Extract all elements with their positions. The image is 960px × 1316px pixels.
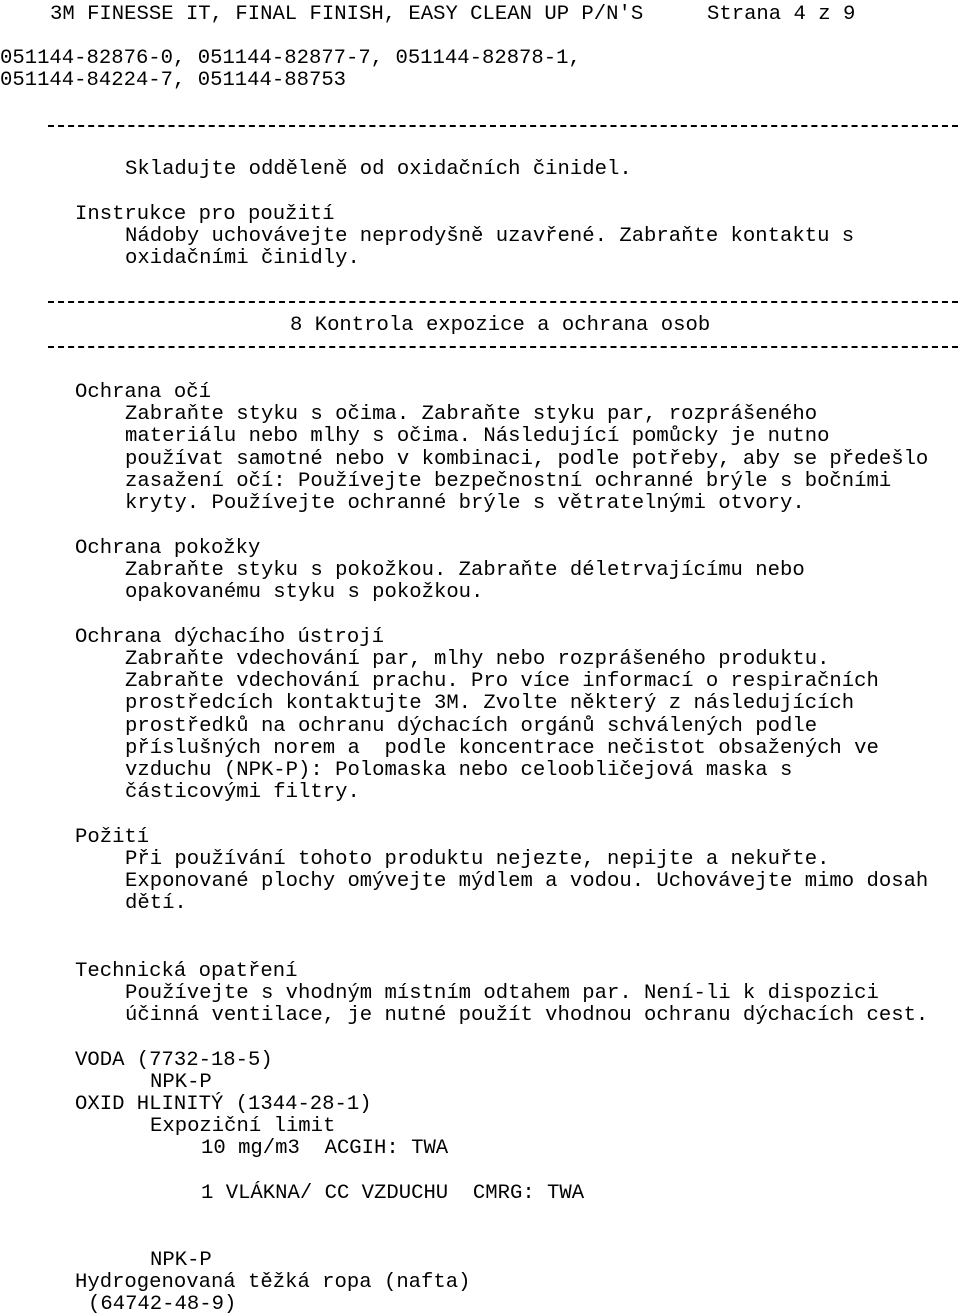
separator-line <box>48 301 958 303</box>
naphtha-limit-label: NPK-P <box>150 1249 212 1272</box>
part-numbers-line-2: 051144-84224-7, 051144-88753 <box>0 69 347 92</box>
eye-protection-heading: Ochrana očí <box>75 381 211 404</box>
eye-protection-text-line: používat samotné nebo v kombinaci, podle potřeby, aby se předešlo <box>125 448 929 471</box>
respiratory-protection-text-line: částicovými filtry. <box>125 781 360 804</box>
substance-water: VODA (7732-18-5) <box>75 1049 273 1072</box>
document-title: 3M FINESSE IT, FINAL FINISH, EASY CLEAN UP P/N'S <box>50 3 644 26</box>
respiratory-protection-text-line: příslušných norem a podle koncentrace nečistot obsažených ve <box>125 737 879 760</box>
respiratory-protection-text-line: vzduchu (NPK-P): Polomaska nebo celoobličejová maska s <box>125 759 793 782</box>
usage-text-line: Nádoby uchovávejte neprodyšně uzavřené. Zabraňte kontaktu s <box>125 225 855 248</box>
usage-heading: Instrukce pro použití <box>75 203 335 226</box>
respiratory-protection-text-line: prostředcích kontaktujte 3M. Zvolte některý z následujících <box>125 692 855 715</box>
eye-protection-text-line: Zabraňte styku s očima. Zabraňte styku par, rozprášeného <box>125 403 818 426</box>
usage-text-line: oxidačními činidly. <box>125 247 360 270</box>
eye-protection-text-line: zasažení očí: Používejte bezpečnostní ochranné brýle s bočními <box>125 470 892 493</box>
separator-line <box>48 346 958 348</box>
technical-measures-text-line: účinná ventilace, je nutné použít vhodnou ochranu dýchacích cest. <box>125 1004 929 1027</box>
storage-text: Skladujte odděleně od oxidačních činidel. <box>125 158 632 181</box>
alumina-limit-value: 1 VLÁKNA/ CC VZDUCHU CMRG: TWA <box>201 1182 585 1205</box>
naphtha-cas-number: (64742-48-9) <box>88 1293 237 1316</box>
substance-alumina: OXID HLINITÝ (1344-28-1) <box>75 1093 372 1116</box>
alumina-limit-label: Expoziční limit <box>150 1115 336 1138</box>
skin-protection-heading: Ochrana pokožky <box>75 537 261 560</box>
alumina-limit-value: 10 mg/m3 ACGIH: TWA <box>201 1137 449 1160</box>
part-numbers-line-1: 051144-82876-0, 051144-82877-7, 051144-82878-1, <box>0 47 581 70</box>
eye-protection-text-line: kryty. Používejte ochranné brýle s větratelnými otvory. <box>125 492 805 515</box>
ingestion-text-line: Exponované plochy omývejte mýdlem a vodou. Uchovávejte mimo dosah <box>125 870 929 893</box>
eye-protection-text-line: materiálu nebo mlhy s očima. Následující pomůcky je nutno <box>125 425 830 448</box>
ingestion-text-line: Při používání tohoto produktu nejezte, nepijte a nekuřte. <box>125 848 830 871</box>
ingestion-text-line: dětí. <box>125 892 187 915</box>
technical-measures-heading: Technická opatření <box>75 960 298 983</box>
ingestion-heading: Požití <box>75 826 150 849</box>
skin-protection-text-line: opakovanému styku s pokožkou. <box>125 581 484 604</box>
respiratory-protection-heading: Ochrana dýchacího ústrojí <box>75 626 384 649</box>
technical-measures-text-line: Používejte s vhodným místním odtahem par. Není-li k dispozici <box>125 982 879 1005</box>
water-limit-label: NPK-P <box>150 1071 212 1094</box>
separator-line <box>48 125 958 127</box>
substance-naphtha: Hydrogenovaná těžká ropa (nafta) <box>75 1271 471 1294</box>
section-8-title: 8 Kontrola expozice a ochrana osob <box>290 314 711 337</box>
skin-protection-text-line: Zabraňte styku s pokožkou. Zabraňte déletrvajícímu nebo <box>125 559 805 582</box>
respiratory-protection-text-line: prostředků na ochranu dýchacích orgánů schválených podle <box>125 715 818 738</box>
respiratory-protection-text-line: Zabraňte vdechování par, mlhy nebo rozprášeného produktu. <box>125 648 830 671</box>
page-number: Strana 4 z 9 <box>707 3 856 26</box>
respiratory-protection-text-line: Zabraňte vdechování prachu. Pro více informací o respiračních <box>125 670 879 693</box>
